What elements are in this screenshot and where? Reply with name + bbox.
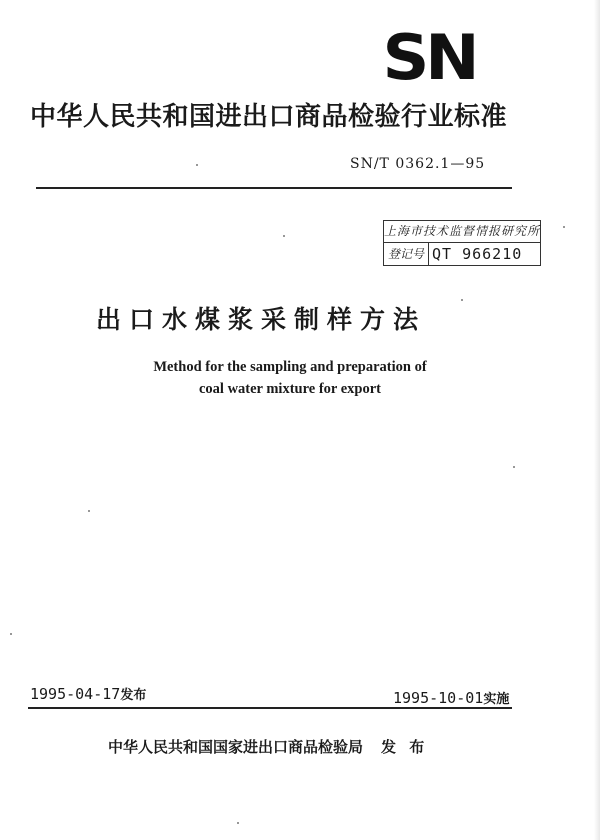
scan-speck <box>196 164 198 166</box>
issuing-authority <box>108 736 428 757</box>
standard-number: SN/T 0362.1—95 <box>350 156 486 172</box>
document-title-cn: 出口水煤浆采制样方法 <box>96 305 427 334</box>
standard-category-title: 中华人民共和国进出口商品检验行业标准 <box>30 102 508 132</box>
implement-date <box>393 688 509 707</box>
issuer-action: 发 布 <box>381 738 429 756</box>
sn-logo: SN <box>382 21 476 94</box>
issue-date-value: 1995-04-17 <box>30 685 121 703</box>
library-stamp <box>383 220 541 266</box>
scan-speck <box>10 633 12 635</box>
stamp-reg-code: QT 966210 <box>432 245 523 263</box>
scan-speck <box>513 466 515 468</box>
stamp-institute: 上海市技术监督情报研究所 <box>384 221 540 243</box>
scan-speck <box>283 235 285 237</box>
scan-speck <box>563 226 565 228</box>
stamp-reg-label: 登记号 <box>384 243 429 265</box>
title-en-line2: coal water mixture for export <box>198 381 381 397</box>
scan-speck <box>237 822 239 824</box>
footer-divider <box>28 707 512 709</box>
title-en-line1: Method for the sampling and preparation of <box>153 359 427 375</box>
scan-speck <box>88 510 90 512</box>
scan-edge <box>594 0 600 840</box>
implement-date-value: 1995-10-01 <box>393 689 484 707</box>
document-title-en <box>100 356 480 400</box>
issue-date <box>30 684 146 703</box>
issuer-name: 中华人民共和国国家进出口商品检验局 <box>108 738 364 756</box>
scan-speck <box>461 299 463 301</box>
header-divider <box>36 187 512 189</box>
implement-date-label: 实施 <box>483 692 510 707</box>
issue-date-label: 发布 <box>120 688 147 703</box>
